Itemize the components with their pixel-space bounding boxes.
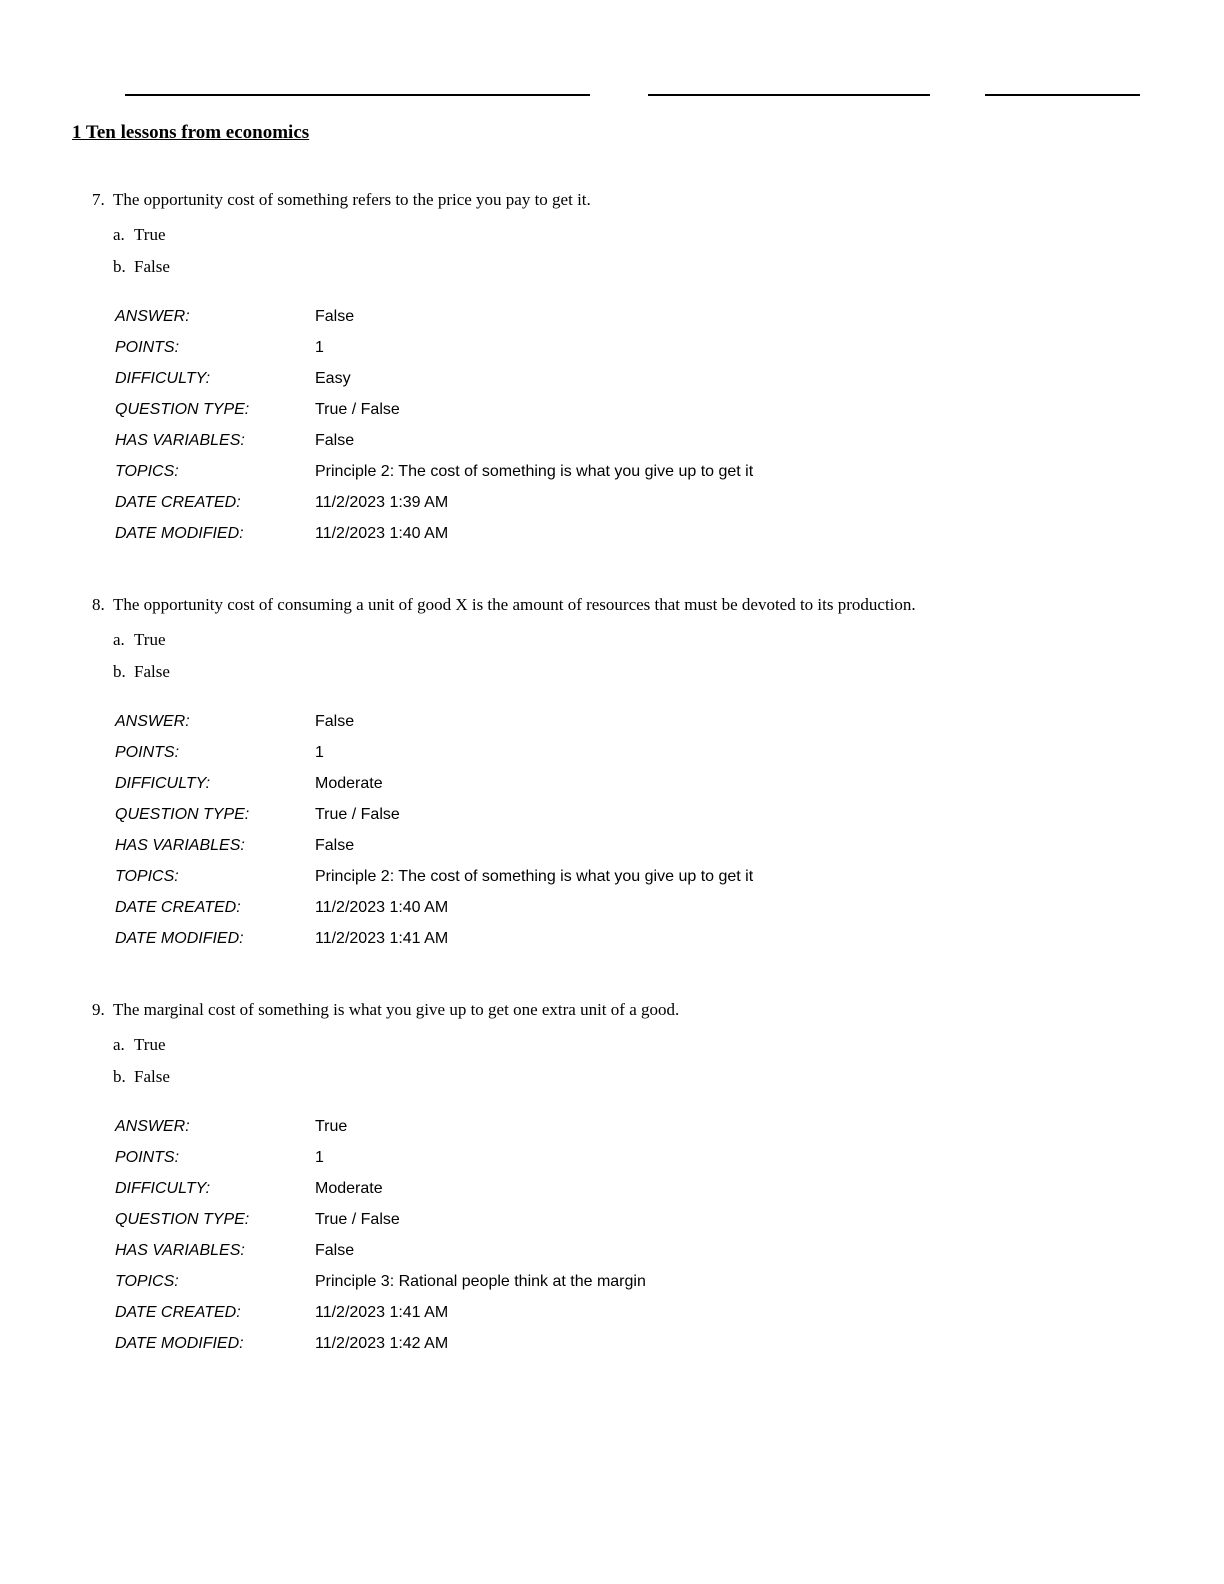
- question-text: The opportunity cost of consuming a unit of good X is the amount of resources that must be devoted to its production.: [113, 595, 916, 614]
- metadata-row: [115, 861, 1152, 892]
- metadata-value: 11/2/2023 1:40 AM: [315, 525, 449, 542]
- metadata-label: DATE CREATED:: [115, 899, 241, 916]
- metadata-value: Principle 2: The cost of something is what you give up to get it: [315, 463, 754, 480]
- metadata-value: 1: [315, 1149, 324, 1166]
- metadata-row: [115, 737, 1152, 768]
- metadata-value: Principle 2: The cost of something is what you give up to get it: [315, 868, 754, 885]
- option-text: True: [134, 630, 166, 649]
- answer-options: [113, 219, 1152, 283]
- metadata-row: [115, 301, 1152, 332]
- question-block: [92, 998, 1152, 1359]
- metadata-row: [115, 1235, 1152, 1266]
- question-line: [92, 998, 1152, 1022]
- metadata-row: [115, 394, 1152, 425]
- metadata-value: True / False: [315, 401, 400, 418]
- metadata-row: [115, 1111, 1152, 1142]
- metadata-label: TOPICS:: [115, 1273, 179, 1290]
- answer-option: [113, 656, 1152, 688]
- option-label: b.: [113, 662, 126, 681]
- metadata-label: POINTS:: [115, 1149, 180, 1166]
- metadata-label: TOPICS:: [115, 868, 179, 885]
- metadata-value: False: [315, 308, 355, 325]
- metadata-row: [115, 1297, 1152, 1328]
- answer-option: [113, 1061, 1152, 1093]
- question-block: [92, 593, 1152, 954]
- answer-options: [113, 624, 1152, 688]
- metadata-row: [115, 487, 1152, 518]
- metadata-label: DIFFICULTY:: [115, 775, 211, 792]
- metadata-label: DATE CREATED:: [115, 1304, 241, 1321]
- option-text: True: [134, 225, 166, 244]
- option-label: a.: [113, 1035, 125, 1054]
- metadata-label: QUESTION TYPE:: [115, 401, 250, 418]
- metadata-value: Moderate: [315, 775, 383, 792]
- option-label: a.: [113, 225, 125, 244]
- answer-option: [113, 1029, 1152, 1061]
- metadata-value: True / False: [315, 806, 400, 823]
- metadata-label: ANSWER:: [115, 1118, 190, 1135]
- metadata-value: False: [315, 1242, 355, 1259]
- metadata-row: [115, 1204, 1152, 1235]
- metadata-label: POINTS:: [115, 339, 180, 356]
- answer-option: [113, 219, 1152, 251]
- metadata-value: 1: [315, 744, 324, 761]
- metadata-row: [115, 892, 1152, 923]
- question-text: The marginal cost of something is what you give up to get one extra unit of a good.: [113, 1000, 680, 1019]
- metadata-label: DATE CREATED:: [115, 494, 241, 511]
- metadata-label: DIFFICULTY:: [115, 1180, 211, 1197]
- metadata-value: False: [315, 713, 355, 730]
- question-text: The opportunity cost of something refers to the price you pay to get it.: [113, 190, 591, 209]
- metadata-value: 11/2/2023 1:40 AM: [315, 899, 449, 916]
- metadata-label: ANSWER:: [115, 713, 190, 730]
- metadata-row: [115, 706, 1152, 737]
- metadata-row: [115, 518, 1152, 549]
- question-metadata: [115, 301, 1152, 549]
- metadata-row: [115, 332, 1152, 363]
- header-rule-line-1: [125, 94, 590, 96]
- metadata-label: QUESTION TYPE:: [115, 1211, 250, 1228]
- question-metadata: [115, 1111, 1152, 1359]
- option-text: False: [134, 662, 170, 681]
- metadata-label: ANSWER:: [115, 308, 190, 325]
- metadata-label: HAS VARIABLES:: [115, 1242, 245, 1259]
- metadata-label: DATE MODIFIED:: [115, 525, 244, 542]
- metadata-value: Principle 3: Rational people think at the margin: [315, 1273, 646, 1290]
- option-text: False: [134, 257, 170, 276]
- question-number: 7.: [92, 190, 105, 209]
- metadata-row: [115, 830, 1152, 861]
- option-text: True: [134, 1035, 166, 1054]
- metadata-row: [115, 1328, 1152, 1359]
- metadata-row: [115, 456, 1152, 487]
- header-rule-line-3: [985, 94, 1140, 96]
- metadata-value: 11/2/2023 1:42 AM: [315, 1335, 449, 1352]
- answer-options: [113, 1029, 1152, 1093]
- option-text: False: [134, 1067, 170, 1086]
- metadata-label: TOPICS:: [115, 463, 179, 480]
- metadata-row: [115, 1142, 1152, 1173]
- metadata-label: DATE MODIFIED:: [115, 930, 244, 947]
- metadata-label: DATE MODIFIED:: [115, 1335, 244, 1352]
- answer-option: [113, 624, 1152, 656]
- metadata-value: 11/2/2023 1:41 AM: [315, 930, 449, 947]
- metadata-value: 11/2/2023 1:41 AM: [315, 1304, 449, 1321]
- metadata-value: Moderate: [315, 1180, 383, 1197]
- metadata-label: HAS VARIABLES:: [115, 837, 245, 854]
- header-rules: [72, 0, 1152, 96]
- option-label: b.: [113, 1067, 126, 1086]
- metadata-row: [115, 1173, 1152, 1204]
- section-title: 1 Ten lessons from economics: [72, 122, 310, 143]
- metadata-label: QUESTION TYPE:: [115, 806, 250, 823]
- metadata-value: False: [315, 432, 355, 449]
- metadata-row: [115, 425, 1152, 456]
- option-label: a.: [113, 630, 125, 649]
- metadata-row: [115, 363, 1152, 394]
- metadata-value: True: [315, 1118, 348, 1135]
- metadata-label: HAS VARIABLES:: [115, 432, 245, 449]
- question-number: 8.: [92, 595, 105, 614]
- metadata-row: [115, 768, 1152, 799]
- metadata-value: 1: [315, 339, 324, 356]
- question-number: 9.: [92, 1000, 105, 1019]
- question-block: [92, 188, 1152, 549]
- metadata-label: DIFFICULTY:: [115, 370, 211, 387]
- question-line: [92, 593, 1152, 617]
- question-metadata: [115, 706, 1152, 954]
- metadata-label: POINTS:: [115, 744, 180, 761]
- metadata-row: [115, 1266, 1152, 1297]
- metadata-value: 11/2/2023 1:39 AM: [315, 494, 449, 511]
- metadata-value: False: [315, 837, 355, 854]
- metadata-row: [115, 799, 1152, 830]
- metadata-value: True / False: [315, 1211, 400, 1228]
- question-line: [92, 188, 1152, 212]
- metadata-row: [115, 923, 1152, 954]
- metadata-value: Easy: [315, 370, 351, 387]
- option-label: b.: [113, 257, 126, 276]
- header-rule-line-2: [648, 94, 930, 96]
- questions-list: [72, 188, 1152, 1359]
- answer-option: [113, 251, 1152, 283]
